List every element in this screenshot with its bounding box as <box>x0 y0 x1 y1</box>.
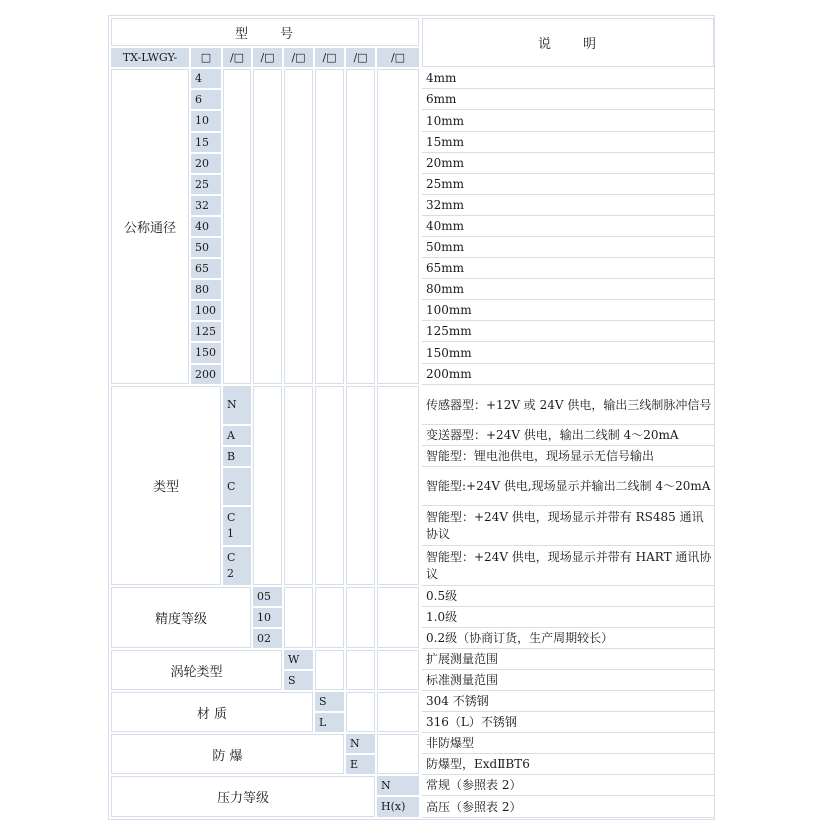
description-text: 高压（参照表 2） <box>426 799 522 814</box>
description-cell <box>422 650 714 670</box>
model-slot-label: /□ <box>353 50 368 64</box>
description-text: 0.5级 <box>426 589 458 603</box>
description-cell <box>422 426 714 446</box>
code-cell <box>191 196 221 215</box>
category-label: 类型 <box>152 480 179 495</box>
category-5 <box>111 692 313 732</box>
model-header <box>111 18 419 46</box>
description-cell <box>422 629 714 649</box>
description-cell <box>422 111 714 132</box>
code-cell <box>223 547 251 585</box>
description-text: 防爆型，ExdⅡBT6 <box>426 757 530 771</box>
code-value: 32 <box>195 198 209 212</box>
code-cell <box>253 629 282 648</box>
model-slot-6 <box>346 48 375 67</box>
code-cell <box>346 734 375 753</box>
description-text: 25mm <box>426 177 465 191</box>
empty-column-cell <box>223 69 251 384</box>
model-slot-label: □ <box>200 50 212 64</box>
description-cell <box>422 797 714 818</box>
code-value: 40 <box>195 219 209 233</box>
description-cell <box>422 365 714 385</box>
code-cell <box>191 301 221 320</box>
description-text: 15mm <box>426 135 465 149</box>
description-text: 200mm <box>426 367 472 381</box>
code-value: S <box>319 694 327 708</box>
description-text: 20mm <box>426 156 465 170</box>
description-text: 智能型：+24V 供电，现场显示并带有 HART 通讯协议 <box>426 550 712 581</box>
code-cell <box>315 713 344 732</box>
model-slot-7 <box>377 48 419 67</box>
description-cell <box>422 386 714 425</box>
code-value: 10 <box>257 610 271 624</box>
empty-column-cell <box>315 587 344 648</box>
code-value: 200 <box>195 367 216 381</box>
description-text: 80mm <box>426 282 465 296</box>
code-cell <box>284 671 313 690</box>
description-cell <box>422 301 714 321</box>
description-cell <box>422 692 714 712</box>
code-value: 4 <box>195 71 202 85</box>
description-text: 316（L）不锈钢 <box>426 715 517 729</box>
description-cell <box>422 671 714 691</box>
code-value: W <box>288 652 300 666</box>
code-cell <box>191 69 221 88</box>
code-value: C 1 <box>227 511 236 540</box>
description-text: 50mm <box>426 240 465 254</box>
description-cell <box>422 196 714 216</box>
description-cell <box>422 133 714 153</box>
model-slot-label: /□ <box>260 50 275 64</box>
category-3 <box>111 587 251 648</box>
code-cell <box>253 608 282 627</box>
code-cell <box>191 154 221 173</box>
category-2 <box>111 386 221 585</box>
category-label: 涡轮类型 <box>170 664 223 680</box>
model-slot-label: /□ <box>229 50 245 64</box>
description-header-title: 说 明 <box>537 37 598 52</box>
code-cell <box>223 468 251 505</box>
description-text: 智能型：+24V 供电，现场显示并带有 RS485 通讯协议 <box>426 510 704 541</box>
empty-column-cell <box>315 386 344 585</box>
code-cell <box>377 776 419 795</box>
description-text: 100mm <box>426 303 472 317</box>
code-value: N <box>350 736 360 750</box>
empty-column-cell <box>315 650 344 690</box>
code-value: S <box>288 673 296 687</box>
code-value: C <box>227 479 236 493</box>
description-text: 传感器型：+12V 或 24V 供电，输出三线制脉冲信号 <box>426 397 712 412</box>
code-cell <box>346 755 375 774</box>
description-cell <box>422 175 714 195</box>
empty-column-cell <box>377 734 419 774</box>
description-text: 常规（参照表 2） <box>426 778 522 792</box>
model-header-title: 型 号 <box>234 26 295 42</box>
code-cell <box>223 386 251 424</box>
code-cell <box>284 650 313 669</box>
description-cell <box>422 776 714 796</box>
description-text: 扩展测量范围 <box>426 652 499 666</box>
description-cell <box>422 259 714 279</box>
code-cell <box>191 259 221 278</box>
description-text: 4mm <box>426 71 457 85</box>
code-cell <box>191 217 221 236</box>
description-cell <box>422 734 714 754</box>
code-value: L <box>319 715 327 729</box>
model-slot-4 <box>284 48 313 67</box>
code-value: C 2 <box>227 551 236 580</box>
model-slot-label: /□ <box>390 50 406 64</box>
code-value: E <box>350 757 359 771</box>
empty-column-cell <box>377 650 419 690</box>
description-text: 40mm <box>426 219 465 233</box>
description-text: 标准测量范围 <box>426 673 499 687</box>
code-value: B <box>227 449 236 463</box>
description-cell <box>422 447 714 467</box>
empty-column-cell <box>377 386 419 585</box>
model-selection-table <box>108 15 715 820</box>
code-cell <box>315 692 344 711</box>
model-slot-label: /□ <box>322 50 337 64</box>
code-cell <box>191 175 221 194</box>
empty-column-cell <box>346 650 375 690</box>
description-cell <box>422 587 714 607</box>
empty-column-cell <box>346 69 375 384</box>
category-1 <box>111 69 189 384</box>
description-cell <box>422 90 714 110</box>
description-text: 0.2级（协商订货，生产周期较长） <box>426 631 614 645</box>
category-4 <box>111 650 282 690</box>
category-6 <box>111 734 344 774</box>
description-cell <box>422 69 714 89</box>
category-label: 精度等级 <box>154 612 207 627</box>
empty-column-cell <box>346 587 375 648</box>
empty-column-cell <box>377 69 419 384</box>
empty-column-cell <box>377 587 419 648</box>
code-cell <box>377 797 419 817</box>
code-value: 50 <box>195 240 209 254</box>
category-label: 公称通径 <box>123 221 176 236</box>
code-value: A <box>227 428 235 442</box>
model-slot-3 <box>253 48 282 67</box>
code-value: 125 <box>195 324 216 338</box>
code-cell <box>191 238 221 257</box>
code-value: 20 <box>195 156 209 170</box>
model-prefix: TX-LWGY- <box>122 50 178 64</box>
description-text: 6mm <box>426 92 457 106</box>
description-text: 智能型：锂电池供电，现场显示无信号输出 <box>426 449 655 463</box>
code-value: N <box>227 398 237 411</box>
empty-column-cell <box>253 386 282 585</box>
empty-column-cell <box>253 69 282 384</box>
description-text: 65mm <box>426 261 465 275</box>
code-value: 10 <box>195 114 209 127</box>
code-cell <box>191 90 221 109</box>
category-label: 压力等级 <box>216 791 269 806</box>
model-slot-label: /□ <box>291 50 306 64</box>
model-slot-5 <box>315 48 344 67</box>
description-cell <box>422 507 714 546</box>
empty-column-cell <box>346 386 375 585</box>
description-cell <box>422 322 714 342</box>
code-cell <box>191 322 221 341</box>
description-cell <box>422 343 714 364</box>
description-cell <box>422 755 714 775</box>
code-value: N <box>381 778 391 792</box>
description-text: 32mm <box>426 198 465 212</box>
code-value: 100 <box>195 303 216 317</box>
code-cell <box>191 280 221 299</box>
description-cell <box>422 468 714 506</box>
code-cell <box>253 587 282 606</box>
description-header <box>422 18 714 67</box>
code-cell <box>191 365 221 384</box>
code-value: 25 <box>195 177 209 191</box>
model-slot-1 <box>191 48 221 67</box>
code-value: 02 <box>257 631 271 645</box>
code-cell <box>191 111 221 131</box>
description-cell <box>422 238 714 258</box>
empty-column-cell <box>284 587 313 648</box>
description-cell <box>422 713 714 733</box>
code-cell <box>191 133 221 152</box>
empty-column-cell <box>284 386 313 585</box>
description-text: 1.0级 <box>426 610 458 624</box>
model-slot-2 <box>223 48 251 67</box>
model-prefix-cell <box>111 48 189 67</box>
code-value: 80 <box>195 282 209 296</box>
description-text: 变送器型：+24V 供电，输出二线制 4～20mA <box>426 428 679 442</box>
description-cell <box>422 547 714 586</box>
code-value: 05 <box>257 589 271 603</box>
description-cell <box>422 608 714 628</box>
empty-column-cell <box>346 692 375 732</box>
code-cell <box>223 426 251 445</box>
description-text: 150mm <box>426 345 472 360</box>
description-cell <box>422 280 714 300</box>
empty-column-cell <box>377 692 419 732</box>
code-cell <box>191 343 221 363</box>
description-text: 非防爆型 <box>426 736 475 750</box>
category-7 <box>111 776 375 817</box>
description-text: 125mm <box>426 324 472 338</box>
code-cell <box>223 447 251 466</box>
code-value: 65 <box>195 261 209 275</box>
category-label: 材 质 <box>196 706 228 722</box>
description-text: 智能型:+24V 供电,现场显示并输出二线制 4～20mA <box>426 479 711 493</box>
description-cell <box>422 217 714 237</box>
description-cell <box>422 154 714 174</box>
empty-column-cell <box>284 69 313 384</box>
code-value: 15 <box>195 135 209 149</box>
code-value: 6 <box>195 92 202 106</box>
code-value: 150 <box>195 346 216 359</box>
code-cell <box>223 507 251 545</box>
description-text: 304 不锈钢 <box>426 694 489 708</box>
category-label: 防 爆 <box>212 748 243 764</box>
description-text: 10mm <box>426 113 465 128</box>
empty-column-cell <box>315 69 344 384</box>
code-value: H(x) <box>381 800 406 813</box>
